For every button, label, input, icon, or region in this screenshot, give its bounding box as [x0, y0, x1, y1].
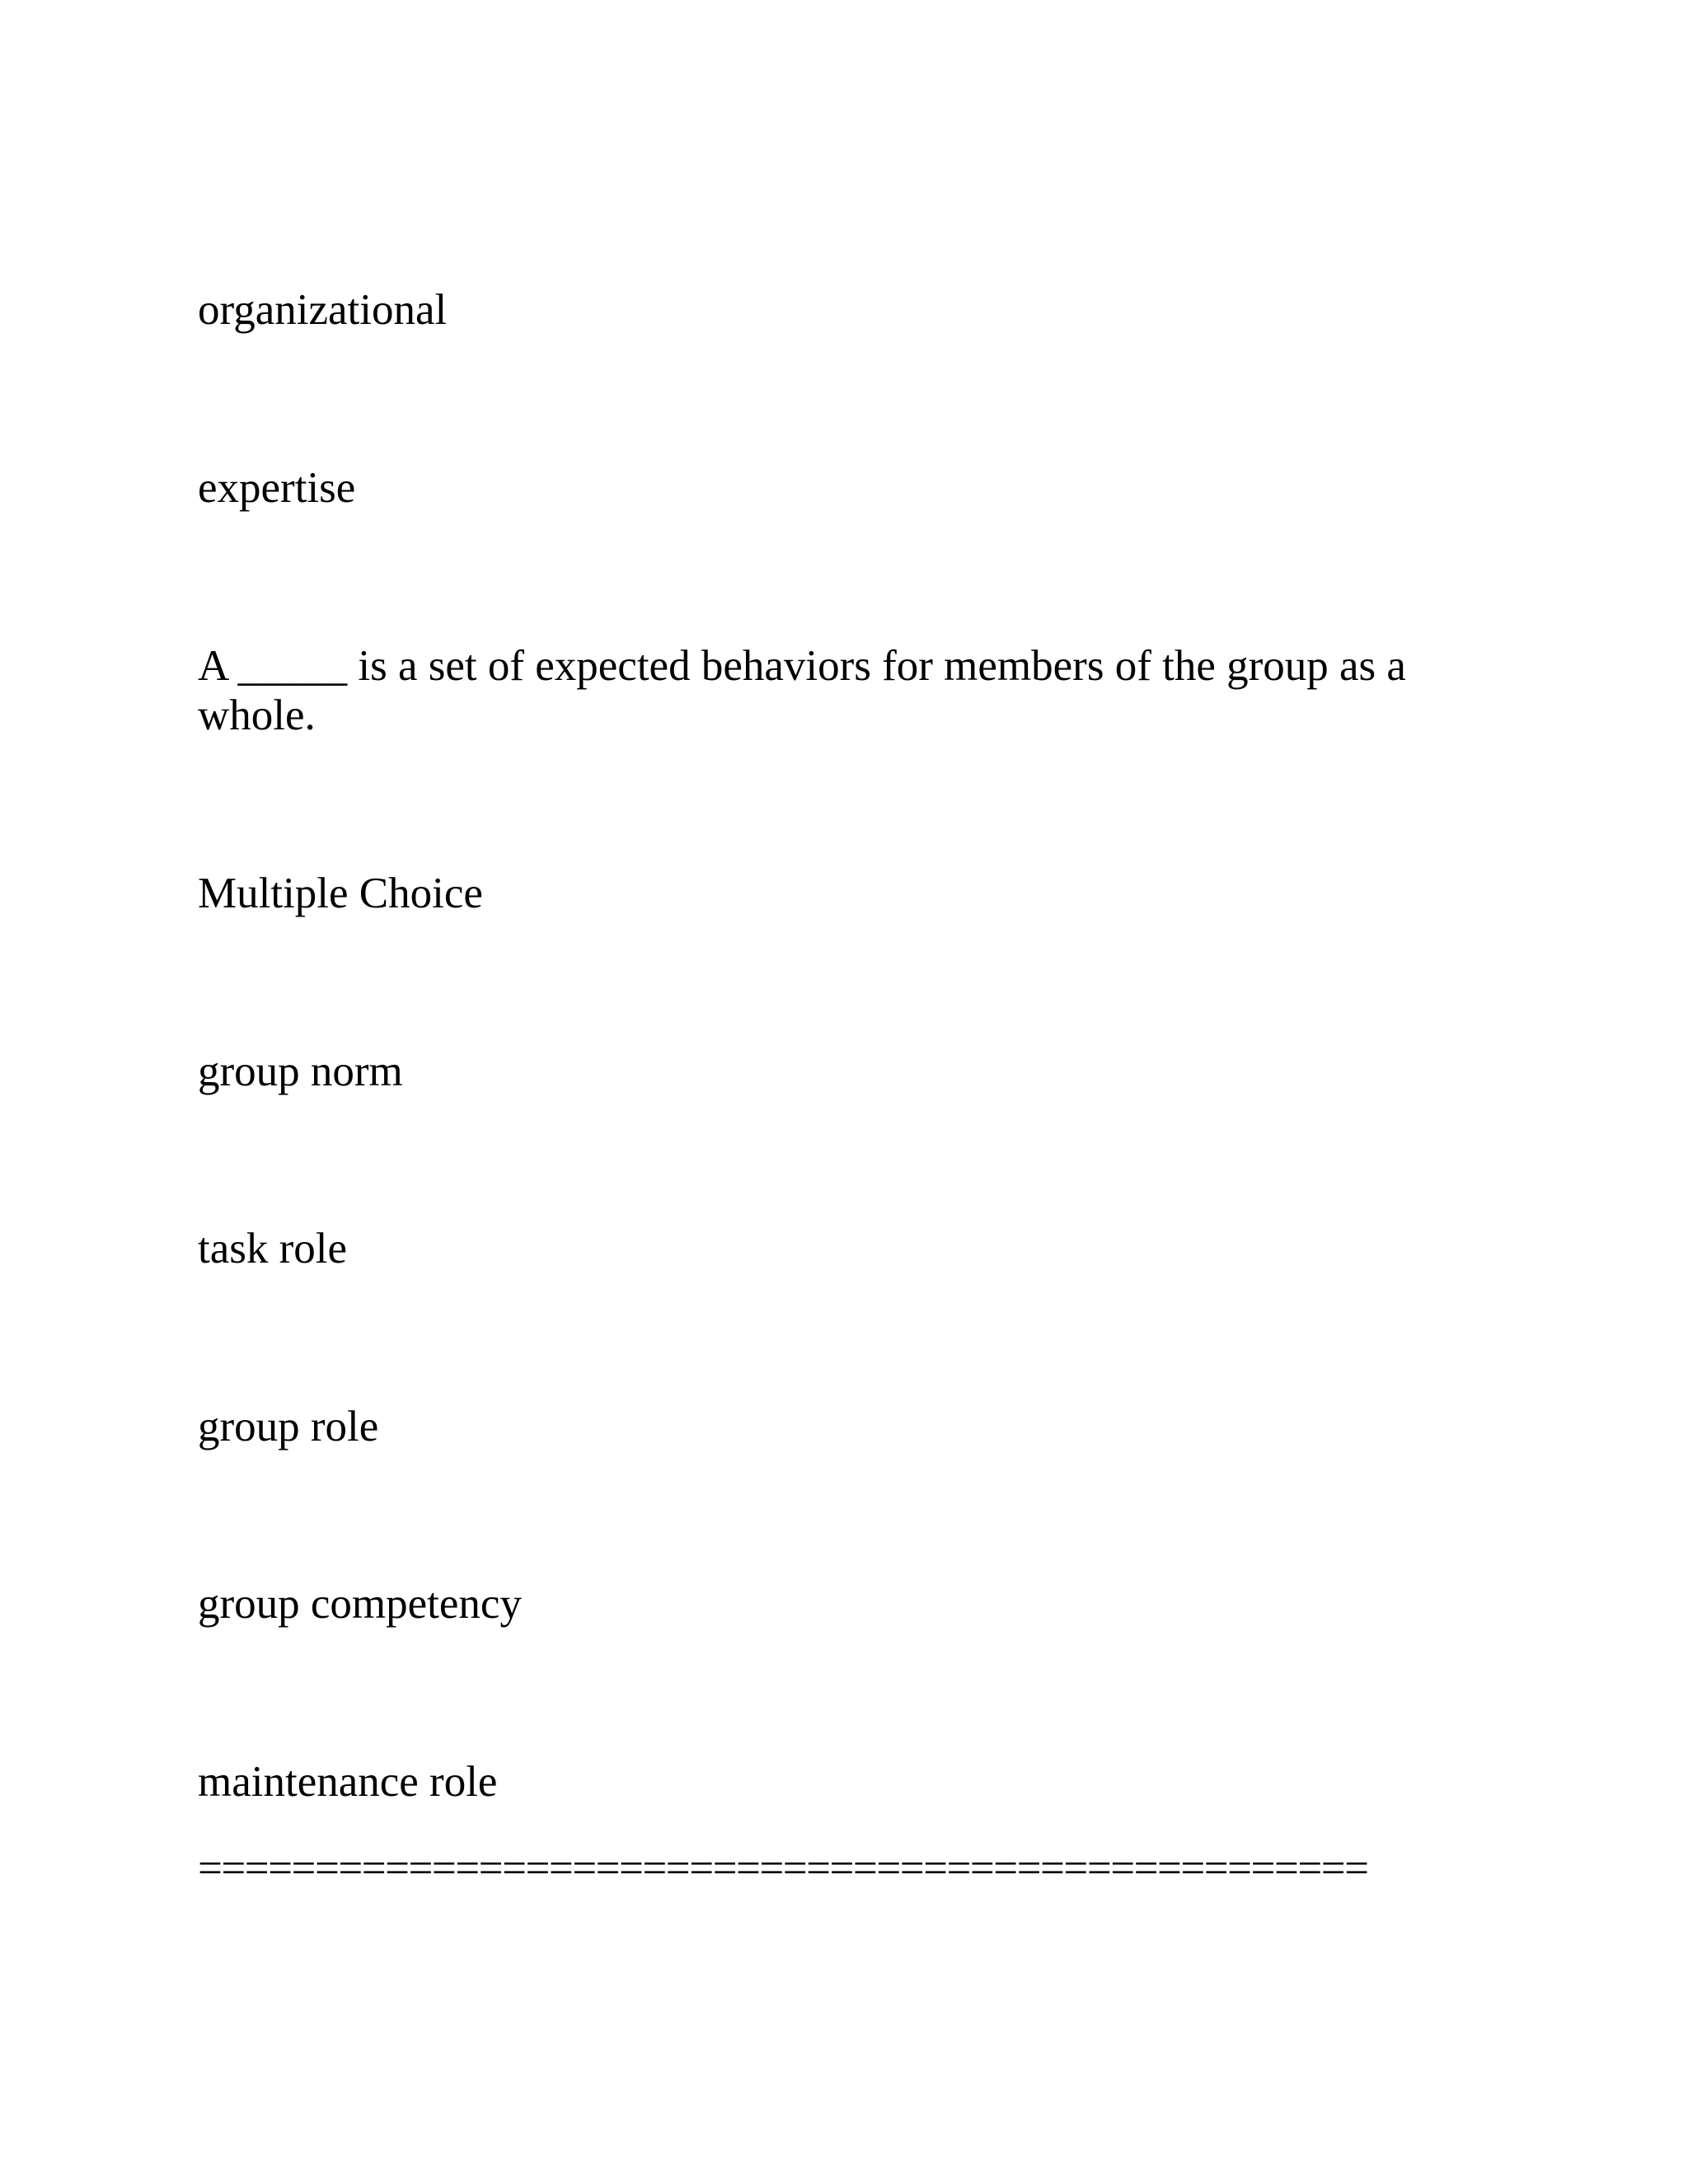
section-separator: ================================================== — [198, 1844, 1368, 1892]
answer-option-group-role: group role — [198, 1403, 379, 1451]
question-text: A _____ is a set of expected behaviors for members of the group as a whole. — [198, 642, 1406, 739]
answer-option-organizational: organizational — [198, 286, 448, 334]
answer-option-maintenance-role: maintenance role — [198, 1758, 498, 1806]
answer-option-group-competency: group competency — [198, 1580, 522, 1628]
answer-option-group-norm: group norm — [198, 1047, 403, 1095]
answer-option-expertise: expertise — [198, 464, 356, 512]
question-type-label: Multiple Choice — [198, 869, 483, 917]
answer-option-task-role: task role — [198, 1225, 348, 1272]
